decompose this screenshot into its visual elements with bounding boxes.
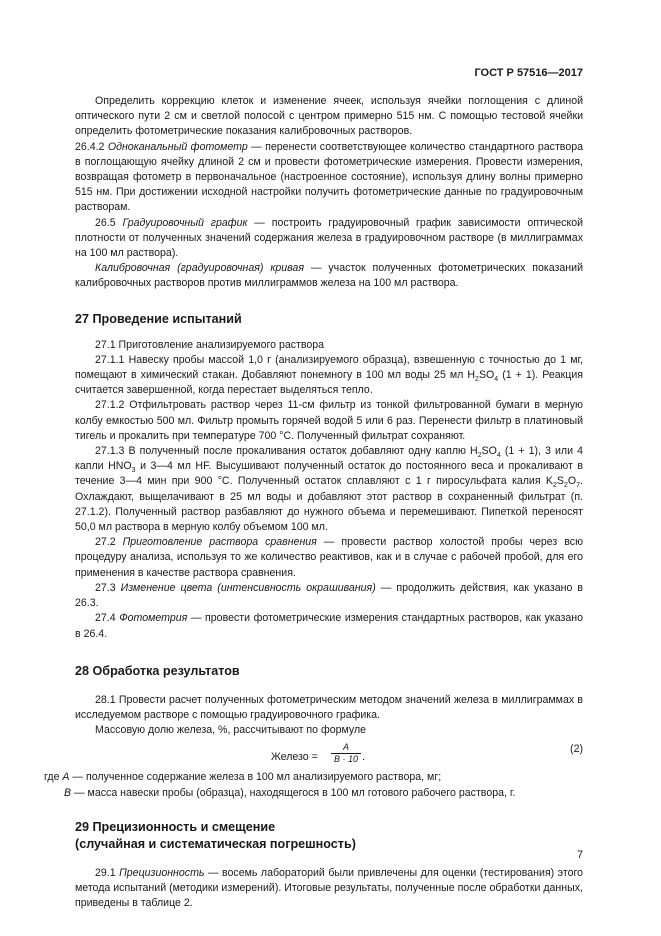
paragraph-27-3: 27.3 Изменение цвета (интенсивность окрашивания) — продолжить действия, как указано в 26.3. [75, 581, 583, 610]
paragraph-28-1: 28.1 Провести расчет полученных фотометрическим методом значений железа в миллиграммах в исследуемом растворе с помощью градуировочного графика. [75, 693, 583, 721]
section-27-heading: 27 Проведение испытаний [75, 311, 242, 326]
paragraph-26-4-2: 26.4.2 Одноканальный фотометр — перенести соответствующее количество стандартного раствора в поглощающую ячейку длиной 2 см и провести фотометрические измерения. Провести измерения, возвращая фотометр в первоначальное (настроенное состояние), используя длину волны примерно 515 нм. При достижении исходной настройки получить фотометрические данные по градуировочным растворам. [75, 140, 583, 214]
page-content [44, 94, 584, 911]
formula-period: . [362, 751, 365, 764]
formula-denominator: B · 10 [333, 754, 358, 765]
paragraph: Определить коррекцию клеток и изменение ячеек, используя ячейки поглощения с длиной оптического пути 2 см и светлой полосой с центром примерно 515 нм. С помощью тестовой ячейки определить фотометрические показания калибровочных растворов. [75, 95, 583, 138]
formula-fraction [331, 742, 361, 765]
formula-numerator: A [331, 742, 361, 754]
paragraph-26-5: 26.5 Градуировочный график — построить градуировочный график зависимости оптической плотности от полученных значений содержания железа в градуировочном растворе (в миллиграммах на 100 мл раствора). [75, 216, 584, 260]
paragraph-formula-intro: Массовую долю железа, %, рассчитывают по формуле [95, 724, 367, 737]
formula-2 [75, 742, 583, 770]
section-28-heading: 28 Обработка результатов [75, 663, 240, 678]
legend-a: где A — полученное содержание железа в 100 мл анализируемого раствора, мг; [44, 771, 442, 784]
document-code: ГОСТ Р 57516—2017 [474, 67, 583, 79]
paragraph-27-1-1: 27.1.1 Навеску пробы массой 1,0 г (анализируемого образца), взвешенную с точностью до 1 мг, помещают в химический стакан. Добавляют понемногу в 100 мл воды 25 мл $H_2SO_4$ (1 + 1). Реакция считается завершенной, когда перестает выделяться тепло. [75, 353, 583, 397]
section-29-title-line1: 29 Прецизионность и смещение [75, 819, 276, 834]
paragraph-27-1-3: 27.1.3 В полученный после прокаливания остаток добавляют одну каплю $H_2SO_4$ (1 + 1), 3 или 4 капли $HNO_3$ и 3—4 мл HF. Высушивают полученный остаток до постоянного веса и прокаливают в течение 3—4 мин при 900 °С. Полученный остаток сплавляют с 1 г пиросульфата калия $K_2S_2O_7$. Охлаждают, выщелачивают в 25 мл воды и добавляют этот раствор в сохраненный фильтрат (п. 27.1.2). Полученный раствор разбавляют до нужного объема и перемешивают. Пипеткой переносят 50,0 мл раствора в мерную колбу объемом 100 мл. [75, 445, 583, 534]
legend-b: B — масса навески пробы (образца), находящегося в 100 мл готового рабочего раствора, г. [64, 786, 516, 799]
section-29-title-line2: (случайная и систематическая погрешность) [75, 836, 356, 851]
page-number: 7 [577, 849, 583, 861]
paragraph-27-2: 27.2 Приготовление раствора сравнения — провести раствор холостой пробы через всю процедуру анализа, используя то же количество реактивов, как и в случае с рабочей пробой, для его применения в качестве раствора сравнения. [75, 536, 584, 579]
paragraph-27-1: 27.1 Приготовление анализируемого раствора [95, 338, 325, 351]
paragraph-27-4: 27.4 Фотометрия — провести фотометрические измерения стандартных растворов, как указано в 26.4. [75, 612, 583, 640]
paragraph-29-1: 29.1 Прецизионность — восемь лабораторий были привлечены для оценки (тестирования) этого метода испытаний (методики измерений). Итоговые результаты, полученные после обработки данных, приведены в таблице 2. [75, 866, 584, 910]
formula-lhs: Железо = [271, 751, 318, 764]
paragraph-calibration-curve: Калибровочная (градуировочная) кривая — участок полученных фотометрических показаний калибровочных растворов против миллиграммов железа на 100 мл раствора. [75, 262, 583, 290]
paragraph-27-1-2: 27.1.2 Отфильтровать раствор через 11-см фильтр из тонкой фильтрованной бумаги в мерную колбу емкостью 500 мл. Фильтр промыть горячей водой 5 или 6 раз. Перенести фильтр в платиновый тигель и прокалить при температуре 700 °С. Полученный фильтрат сохраняют. [75, 399, 583, 442]
formula-number: (2) [570, 743, 583, 756]
section-29-heading [75, 819, 583, 853]
